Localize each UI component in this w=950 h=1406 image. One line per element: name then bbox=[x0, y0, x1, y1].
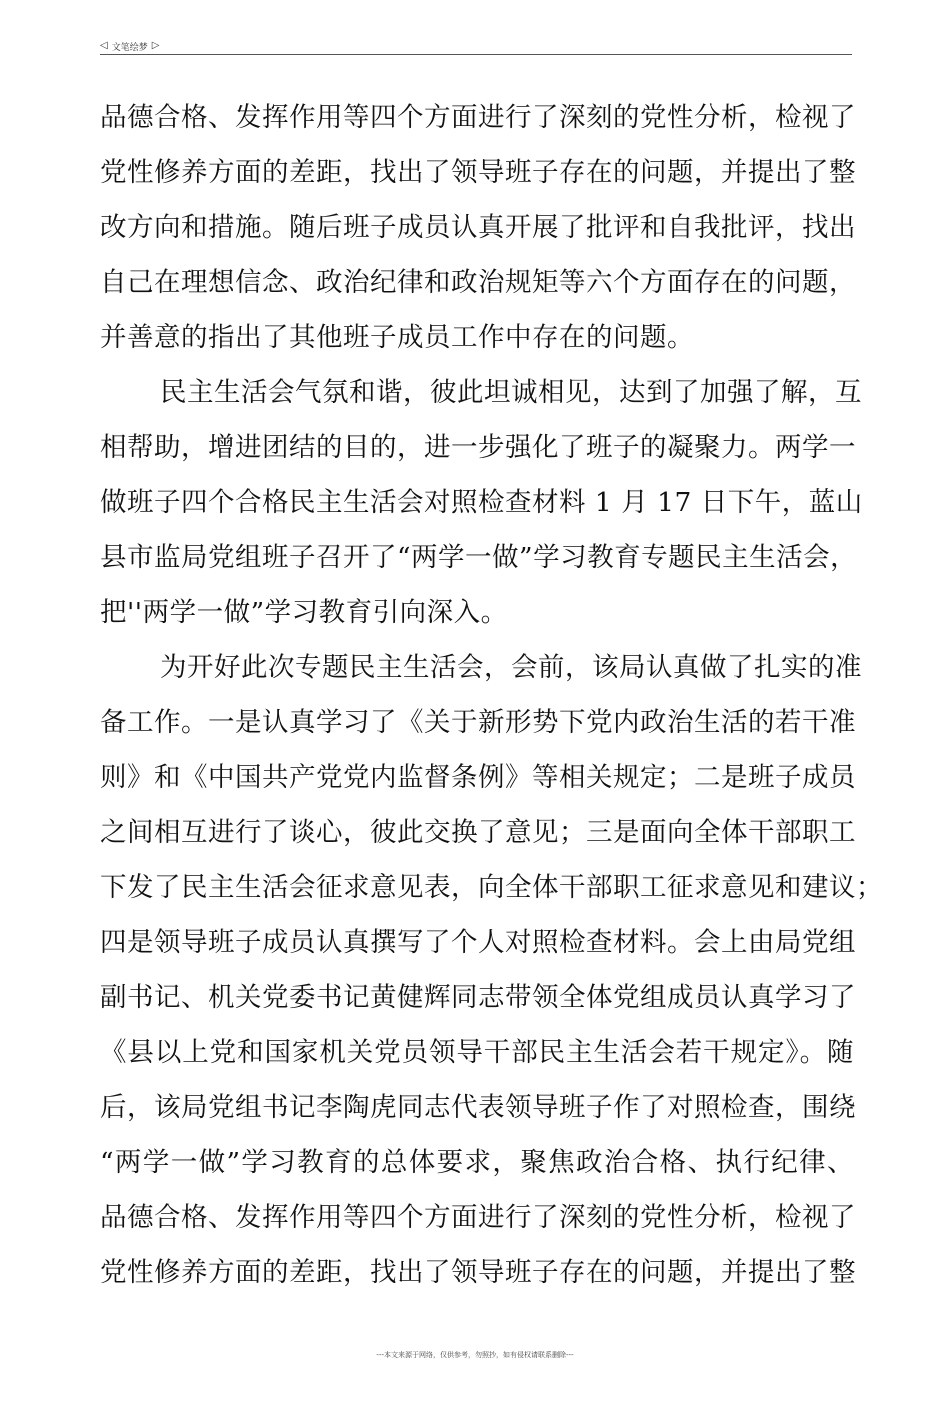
page-footer-disclaimer: ---本文来源于网络，仅供参考，勿照抄，如有侵权请联系删除--- bbox=[376, 1351, 574, 1359]
text-line: 品德合格、发挥作用等四个方面进行了深刻的党性分析，检视了 bbox=[100, 1202, 856, 1233]
text-line: 自己在理想信念、政治纪律和政治规矩等六个方面存在的问题， bbox=[100, 267, 856, 298]
text-line: 党性修养方面的差距，找出了领导班子存在的问题，并提出了整 bbox=[100, 157, 856, 188]
text-line: 则》和《中国共产党党内监督条例》等相关规定；二是班子成员 bbox=[100, 762, 856, 793]
text-line: 下发了民主生活会征求意见表，向全体干部职工征求意见和建议； bbox=[100, 872, 883, 903]
text-line: 副书记、机关党委书记黄健辉同志带领全体党组成员认真学习了 bbox=[100, 982, 856, 1013]
left-triangle-icon: ◁ bbox=[100, 40, 108, 51]
text-line: 品德合格、发挥作用等四个方面进行了深刻的党性分析，检视了 bbox=[100, 102, 856, 133]
header-brand: 文笔绘梦 bbox=[111, 42, 148, 53]
right-triangle-icon: ▷ bbox=[151, 40, 160, 51]
text-line: 为开好此次专题民主生活会，会前，该局认真做了扎实的准 bbox=[160, 652, 862, 683]
text-line: “两学一做”学习教育的总体要求，聚焦政治合格、执行纪律、 bbox=[100, 1147, 854, 1178]
text-line: 把''两学一做”学习教育引向深入。 bbox=[100, 597, 508, 628]
text-line: 党性修养方面的差距，找出了领导班子存在的问题，并提出了整 bbox=[100, 1257, 856, 1288]
document-body bbox=[100, 90, 883, 1300]
text-line: 《县以上党和国家机关党员领导干部民主生活会若干规定》。随 bbox=[100, 1037, 854, 1068]
text-line: 四是领导班子成员认真撰写了个人对照检查材料。会上由局党组 bbox=[100, 927, 856, 958]
page-header bbox=[100, 38, 852, 55]
text-line: 做班子四个合格民主生活会对照检查材料 1 月 17 日下午，蓝山 bbox=[100, 487, 863, 518]
text-line: 改方向和措施。随后班子成员认真开展了批评和自我批评，找出 bbox=[100, 212, 856, 243]
text-line: 备工作。一是认真学习了《关于新形势下党内政治生活的若干准 bbox=[100, 707, 856, 738]
text-line: 并善意的指出了其他班子成员工作中存在的问题。 bbox=[100, 322, 694, 353]
text-line: 后，该局党组书记李陶虎同志代表领导班子作了对照检查，围绕 bbox=[100, 1092, 856, 1123]
text-line: 民主生活会气氛和谐，彼此坦诚相见，达到了加强了解，互 bbox=[160, 377, 862, 408]
text-line: 县市监局党组班子召开了“两学一做”学习教育专题民主生活会， bbox=[100, 542, 858, 573]
text-line: 相帮助，增进团结的目的，进一步强化了班子的凝聚力。两学一 bbox=[100, 432, 856, 463]
text-line: 之间相互进行了谈心，彼此交换了意见；三是面向全体干部职工 bbox=[100, 817, 856, 848]
